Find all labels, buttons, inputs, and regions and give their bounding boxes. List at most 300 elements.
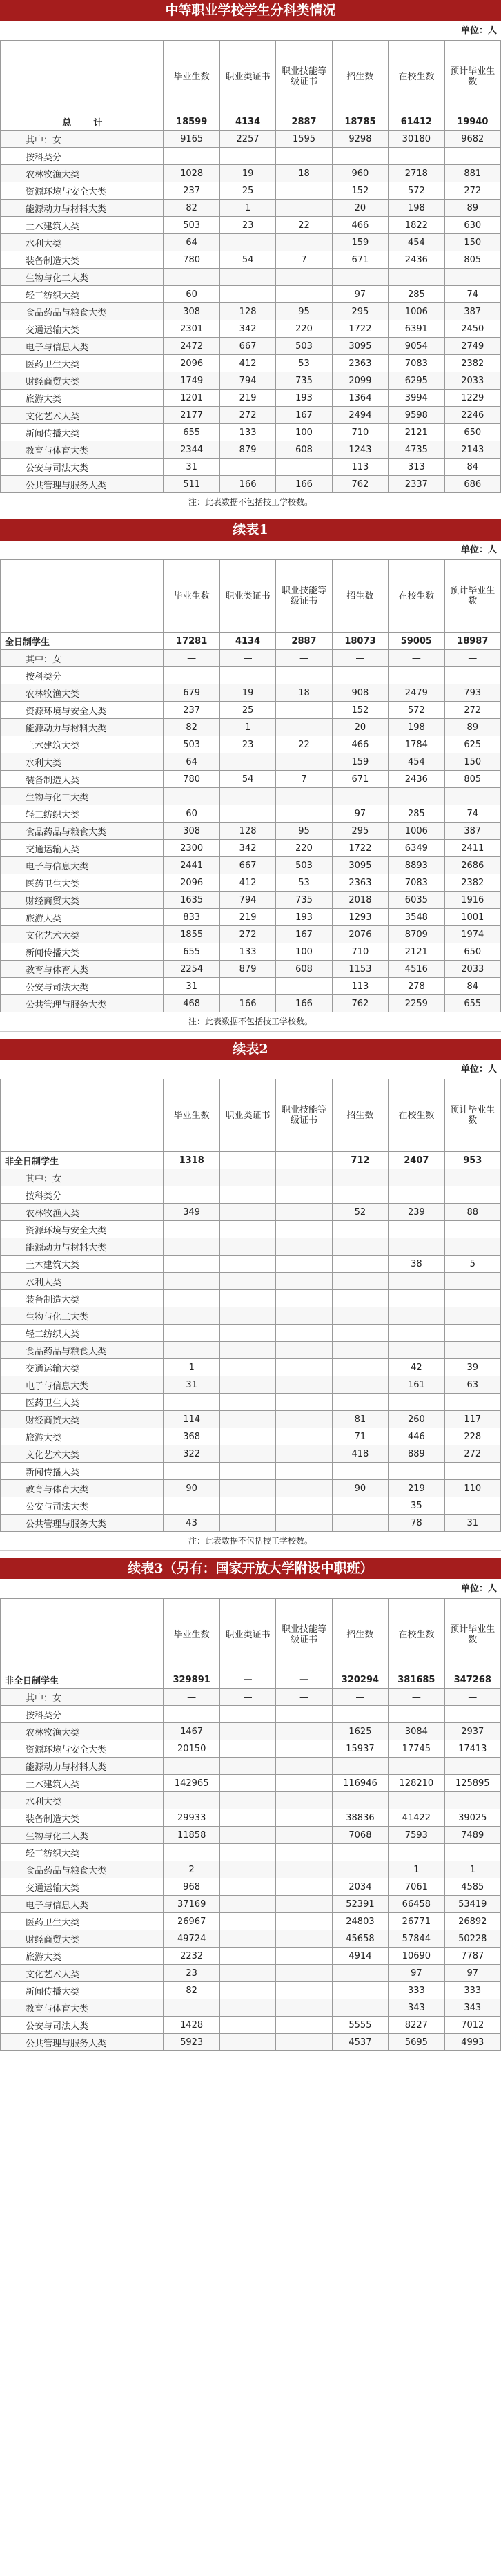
table-cell: 387: [444, 303, 500, 320]
row-label: 医药卫生大类: [1, 1394, 164, 1411]
table-cell: 5923: [164, 2034, 219, 2051]
table-cell: 308: [164, 303, 219, 320]
table-cell: 15937: [332, 1740, 388, 1758]
table-cell: 503: [276, 338, 332, 355]
table-cell: 18: [276, 165, 332, 182]
table-cell: 4914: [332, 1948, 388, 1965]
table-row: [1, 372, 501, 390]
table-cell: [164, 1273, 219, 1290]
table-row: [1, 1758, 501, 1775]
table-cell: [219, 234, 275, 251]
table-cell: 333: [389, 1982, 444, 1999]
table-cell: 167: [276, 407, 332, 424]
table-row: [1, 1861, 501, 1878]
table-cell: [219, 667, 275, 684]
table-cell: 1722: [332, 320, 388, 338]
table-cell: [219, 1497, 275, 1515]
row-label: 新闻传播大类: [1, 1463, 164, 1480]
table-cell: 219: [389, 1480, 444, 1497]
table-cell: 2096: [164, 355, 219, 372]
table-row: [1, 1152, 501, 1169]
table-cell: 793: [444, 684, 500, 702]
column-header: 在校生数: [389, 1599, 444, 1671]
table-cell: 152: [332, 702, 388, 719]
table-cell: 889: [389, 1445, 444, 1463]
row-label: 装备制造大类: [1, 1809, 164, 1827]
table-cell: 1855: [164, 926, 219, 943]
table-row: [1, 1290, 501, 1307]
table-cell: [164, 1999, 219, 2017]
table-cell: 1293: [332, 909, 388, 926]
table-cell: [164, 1307, 219, 1325]
table-cell: 2382: [444, 355, 500, 372]
table-cell: 1201: [164, 390, 219, 407]
table-cell: 90: [332, 1480, 388, 1497]
table-cell: [276, 702, 332, 719]
row-label: 轻工纺织大类: [1, 805, 164, 823]
table-cell: 64: [164, 234, 219, 251]
statistics-table: [0, 40, 501, 493]
table-cell: 343: [444, 1999, 500, 2017]
table-cell: 466: [332, 736, 388, 753]
table-cell: 1916: [444, 892, 500, 909]
table-cell: 11858: [164, 1827, 219, 1844]
table-cell: [444, 1342, 500, 1359]
table-cell: 7: [276, 771, 332, 788]
table-cell: 97: [389, 1965, 444, 1982]
table-row: [1, 1204, 501, 1221]
table-cell: [332, 1463, 388, 1480]
table-cell: 9598: [389, 407, 444, 424]
table-cell: 66458: [389, 1896, 444, 1913]
row-label: 新闻传播大类: [1, 1982, 164, 1999]
table-cell: [276, 667, 332, 684]
table-cell: 272: [444, 702, 500, 719]
table-row: [1, 1342, 501, 1359]
table-cell: [444, 1844, 500, 1861]
table-cell: 220: [276, 840, 332, 857]
table-cell: 89: [444, 200, 500, 217]
header-corner: [1, 41, 164, 113]
table-cell: 125895: [444, 1775, 500, 1792]
table-cell: 152: [332, 182, 388, 200]
table-cell: 45658: [332, 1930, 388, 1948]
table-cell: [219, 1428, 275, 1445]
table-cell: 74: [444, 805, 500, 823]
table-row: [1, 874, 501, 892]
table-cell: [164, 667, 219, 684]
table-cell: 133: [219, 424, 275, 441]
table-cell: 31: [164, 978, 219, 995]
table-cell: [444, 269, 500, 286]
table-cell: 7: [276, 251, 332, 269]
table-cell: 1001: [444, 909, 500, 926]
unit-label: 单位：人: [460, 1064, 497, 1075]
table-cell: 2749: [444, 338, 500, 355]
table-row: [1, 719, 501, 736]
table-cell: 78: [389, 1515, 444, 1532]
table-cell: [164, 788, 219, 805]
header-row: [1, 560, 501, 633]
table-cell: 26771: [389, 1913, 444, 1930]
table-cell: 53: [276, 355, 332, 372]
table-row: [1, 1740, 501, 1758]
table-cell: [389, 1792, 444, 1809]
table-cell: 1006: [389, 303, 444, 320]
table-cell: [276, 805, 332, 823]
table-row: [1, 1930, 501, 1948]
table-cell: 2121: [389, 943, 444, 961]
section-title: 续表1: [0, 519, 501, 541]
row-label: 电子与信息大类: [1, 1896, 164, 1913]
table-cell: [219, 1256, 275, 1273]
table-cell: 18987: [444, 633, 500, 650]
table-cell: 608: [276, 441, 332, 459]
table-row: [1, 1706, 501, 1723]
row-label: 新闻传播大类: [1, 943, 164, 961]
table-cell: 2436: [389, 251, 444, 269]
table-cell: 686: [444, 476, 500, 493]
table-cell: 1: [444, 1861, 500, 1878]
table-cell: 655: [164, 943, 219, 961]
table-row: [1, 909, 501, 926]
table-cell: [219, 805, 275, 823]
table-cell: [332, 1861, 388, 1878]
table-cell: 19940: [444, 113, 500, 131]
table-cell: 6035: [389, 892, 444, 909]
table-cell: [389, 1706, 444, 1723]
table-cell: [276, 1273, 332, 1290]
table-cell: 2382: [444, 874, 500, 892]
table-cell: [444, 1758, 500, 1775]
section-gap: [0, 512, 501, 519]
table-cell: 260: [389, 1411, 444, 1428]
table-cell: 2887: [276, 633, 332, 650]
table-cell: [389, 1463, 444, 1480]
table-cell: 26892: [444, 1913, 500, 1930]
table-cell: [219, 1758, 275, 1775]
table-cell: [444, 1394, 500, 1411]
table-cell: 2363: [332, 874, 388, 892]
table-cell: [164, 1792, 219, 1809]
table-cell: 503: [276, 857, 332, 874]
table-cell: [219, 1982, 275, 1999]
table-cell: 4585: [444, 1878, 500, 1896]
table-cell: [444, 1792, 500, 1809]
table-cell: [444, 1238, 500, 1256]
row-label: 教育与体育大类: [1, 441, 164, 459]
row-label: 装备制造大类: [1, 771, 164, 788]
table-row: [1, 961, 501, 978]
table-cell: 22: [276, 736, 332, 753]
table-cell: 4516: [389, 961, 444, 978]
table-row: [1, 1445, 501, 1463]
column-header: 在校生数: [389, 41, 444, 113]
table-cell: 671: [332, 251, 388, 269]
table-cell: —: [219, 650, 275, 667]
row-label: 水利大类: [1, 1273, 164, 1290]
table-cell: 879: [219, 441, 275, 459]
table-cell: 97: [444, 1965, 500, 1982]
row-label: 文化艺术大类: [1, 1445, 164, 1463]
table-cell: [219, 1775, 275, 1792]
table-row: [1, 771, 501, 788]
table-cell: [389, 1325, 444, 1342]
column-header: 毕业生数: [164, 1079, 219, 1152]
table-cell: 2: [164, 1861, 219, 1878]
table-cell: 9165: [164, 131, 219, 148]
table-cell: 26967: [164, 1913, 219, 1930]
table-cell: [219, 1861, 275, 1878]
table-cell: 31: [444, 1515, 500, 1532]
table-cell: [332, 1238, 388, 1256]
table-cell: 308: [164, 823, 219, 840]
table-cell: 23: [219, 736, 275, 753]
table-cell: [276, 234, 332, 251]
table-row: [1, 667, 501, 684]
table-cell: 95: [276, 823, 332, 840]
table-cell: 7083: [389, 355, 444, 372]
table-row: [1, 1689, 501, 1706]
table-cell: —: [276, 1689, 332, 1706]
table-cell: 466: [332, 217, 388, 234]
table-cell: 89: [444, 719, 500, 736]
table-cell: 82: [164, 719, 219, 736]
table-cell: 43: [164, 1515, 219, 1532]
table-cell: 3994: [389, 390, 444, 407]
table-cell: 418: [332, 1445, 388, 1463]
table-cell: [332, 1706, 388, 1723]
table-cell: [219, 286, 275, 303]
table-row: [1, 650, 501, 667]
row-label: 其中：女: [1, 131, 164, 148]
table-cell: 710: [332, 424, 388, 441]
table-cell: [332, 269, 388, 286]
table-cell: [219, 978, 275, 995]
table-cell: [276, 1480, 332, 1497]
table-cell: 30180: [389, 131, 444, 148]
table-cell: 6295: [389, 372, 444, 390]
table-cell: 57844: [389, 1930, 444, 1948]
table-cell: [276, 1913, 332, 1930]
table-cell: 84: [444, 978, 500, 995]
table-cell: [389, 1186, 444, 1204]
row-label: 土木建筑大类: [1, 1256, 164, 1273]
table-cell: 237: [164, 182, 219, 200]
table-cell: [276, 459, 332, 476]
table-row: [1, 1965, 501, 1982]
table-cell: 29933: [164, 1809, 219, 1827]
table-row: [1, 943, 501, 961]
row-label: 食品药品与粮食大类: [1, 823, 164, 840]
table-cell: [444, 1706, 500, 1723]
table-cell: [219, 1723, 275, 1740]
table-cell: 31: [164, 459, 219, 476]
table-cell: 116946: [332, 1775, 388, 1792]
header-row: [1, 1599, 501, 1671]
table-cell: 285: [389, 805, 444, 823]
table-row: [1, 684, 501, 702]
table-cell: [276, 1238, 332, 1256]
table-cell: [276, 182, 332, 200]
table-cell: 343: [389, 1999, 444, 2017]
table-cell: 20: [332, 719, 388, 736]
table-row: [1, 113, 501, 131]
table-cell: 7068: [332, 1827, 388, 1844]
row-label: 财经商贸大类: [1, 892, 164, 909]
table-cell: [444, 1463, 500, 1480]
table-cell: [219, 1411, 275, 1428]
table-cell: [332, 1307, 388, 1325]
table-cell: [444, 1290, 500, 1307]
table-cell: 4134: [219, 633, 275, 650]
table-cell: 23: [219, 217, 275, 234]
table-cell: 220: [276, 320, 332, 338]
table-row: [1, 182, 501, 200]
table-cell: 503: [164, 217, 219, 234]
table-cell: [276, 1723, 332, 1740]
table-cell: 349: [164, 1204, 219, 1221]
table-cell: [332, 1792, 388, 1809]
table-cell: [164, 1238, 219, 1256]
table-cell: 97: [332, 286, 388, 303]
table-cell: 2436: [389, 771, 444, 788]
table-cell: [219, 1913, 275, 1930]
table-cell: 278: [389, 978, 444, 995]
statistics-table: [0, 559, 501, 1012]
table-cell: 7489: [444, 1827, 500, 1844]
table-cell: 608: [276, 961, 332, 978]
header-corner: [1, 1079, 164, 1152]
table-cell: 2441: [164, 857, 219, 874]
column-header: 职业类证书: [219, 1599, 275, 1671]
table-row: [1, 1376, 501, 1394]
table-cell: [332, 148, 388, 165]
table-row: [1, 1844, 501, 1861]
table-cell: [276, 1948, 332, 1965]
table-row: [1, 355, 501, 372]
row-label: 全日制学生: [1, 633, 164, 650]
row-label: 医药卫生大类: [1, 874, 164, 892]
table-cell: 1: [219, 719, 275, 736]
table-cell: 114: [164, 1411, 219, 1428]
row-label: 旅游大类: [1, 1948, 164, 1965]
table-cell: 8227: [389, 2017, 444, 2034]
table-cell: [444, 1497, 500, 1515]
table-cell: [164, 1758, 219, 1775]
table-cell: [276, 200, 332, 217]
table-cell: 100: [276, 424, 332, 441]
table-cell: 735: [276, 892, 332, 909]
table-cell: 650: [444, 424, 500, 441]
table-row: [1, 926, 501, 943]
table-cell: [276, 1394, 332, 1411]
table-cell: 7787: [444, 1948, 500, 1965]
table-cell: 5695: [389, 2034, 444, 2051]
table-cell: 4993: [444, 2034, 500, 2051]
statistics-table: [0, 1079, 501, 1532]
table-cell: 572: [389, 702, 444, 719]
row-label: 总 计: [1, 113, 164, 131]
row-label: 按科类分: [1, 1706, 164, 1723]
table-cell: 39025: [444, 1809, 500, 1827]
table-cell: 2254: [164, 961, 219, 978]
table-cell: [219, 1186, 275, 1204]
column-header: 职业技能等级证书: [276, 560, 332, 633]
table-cell: —: [444, 1169, 500, 1186]
table-row: [1, 1221, 501, 1238]
table-cell: 228: [444, 1428, 500, 1445]
row-label: 能源动力与材料大类: [1, 200, 164, 217]
table-cell: 71: [332, 1428, 388, 1445]
table-cell: 60: [164, 805, 219, 823]
table-cell: [219, 1827, 275, 1844]
row-label: 医药卫生大类: [1, 1913, 164, 1930]
table-cell: 2300: [164, 840, 219, 857]
row-label: 能源动力与材料大类: [1, 719, 164, 736]
row-label: 资源环境与安全大类: [1, 702, 164, 719]
table-cell: 805: [444, 771, 500, 788]
table-cell: 3095: [332, 338, 388, 355]
table-cell: [164, 1290, 219, 1307]
table-cell: [276, 1307, 332, 1325]
row-label: 医药卫生大类: [1, 355, 164, 372]
table-cell: [332, 1342, 388, 1359]
table-cell: [332, 1515, 388, 1532]
table-cell: 805: [444, 251, 500, 269]
table-row: [1, 1878, 501, 1896]
table-cell: [332, 1273, 388, 1290]
table-cell: 166: [219, 476, 275, 493]
table-cell: 295: [332, 303, 388, 320]
row-label: 旅游大类: [1, 909, 164, 926]
table-cell: 2937: [444, 1723, 500, 1740]
table-row: [1, 1515, 501, 1532]
table-cell: [276, 1342, 332, 1359]
table-cell: —: [444, 1689, 500, 1706]
table-cell: 25: [219, 702, 275, 719]
row-label: 旅游大类: [1, 1428, 164, 1445]
column-header: 招生数: [332, 560, 388, 633]
table-cell: 7593: [389, 1827, 444, 1844]
table-cell: [219, 1359, 275, 1376]
table-cell: [276, 1463, 332, 1480]
header-row: [1, 1079, 501, 1152]
table-cell: 2121: [389, 424, 444, 441]
table-cell: [389, 1290, 444, 1307]
table-cell: [276, 788, 332, 805]
table-row: [1, 1827, 501, 1844]
table-cell: 9298: [332, 131, 388, 148]
table-cell: 710: [332, 943, 388, 961]
table-cell: 133: [219, 943, 275, 961]
table-cell: [219, 1307, 275, 1325]
row-label: 财经商贸大类: [1, 1411, 164, 1428]
table-cell: [219, 1273, 275, 1290]
table-cell: [444, 788, 500, 805]
table-row: [1, 131, 501, 148]
table-cell: [164, 148, 219, 165]
table-cell: 1006: [389, 823, 444, 840]
table-cell: 159: [332, 234, 388, 251]
table-cell: 1428: [164, 2017, 219, 2034]
table-cell: 625: [444, 736, 500, 753]
column-header: 职业技能等级证书: [276, 1079, 332, 1152]
table-row: [1, 823, 501, 840]
table-cell: 329891: [164, 1671, 219, 1689]
table-row: [1, 320, 501, 338]
table-cell: 100: [276, 943, 332, 961]
